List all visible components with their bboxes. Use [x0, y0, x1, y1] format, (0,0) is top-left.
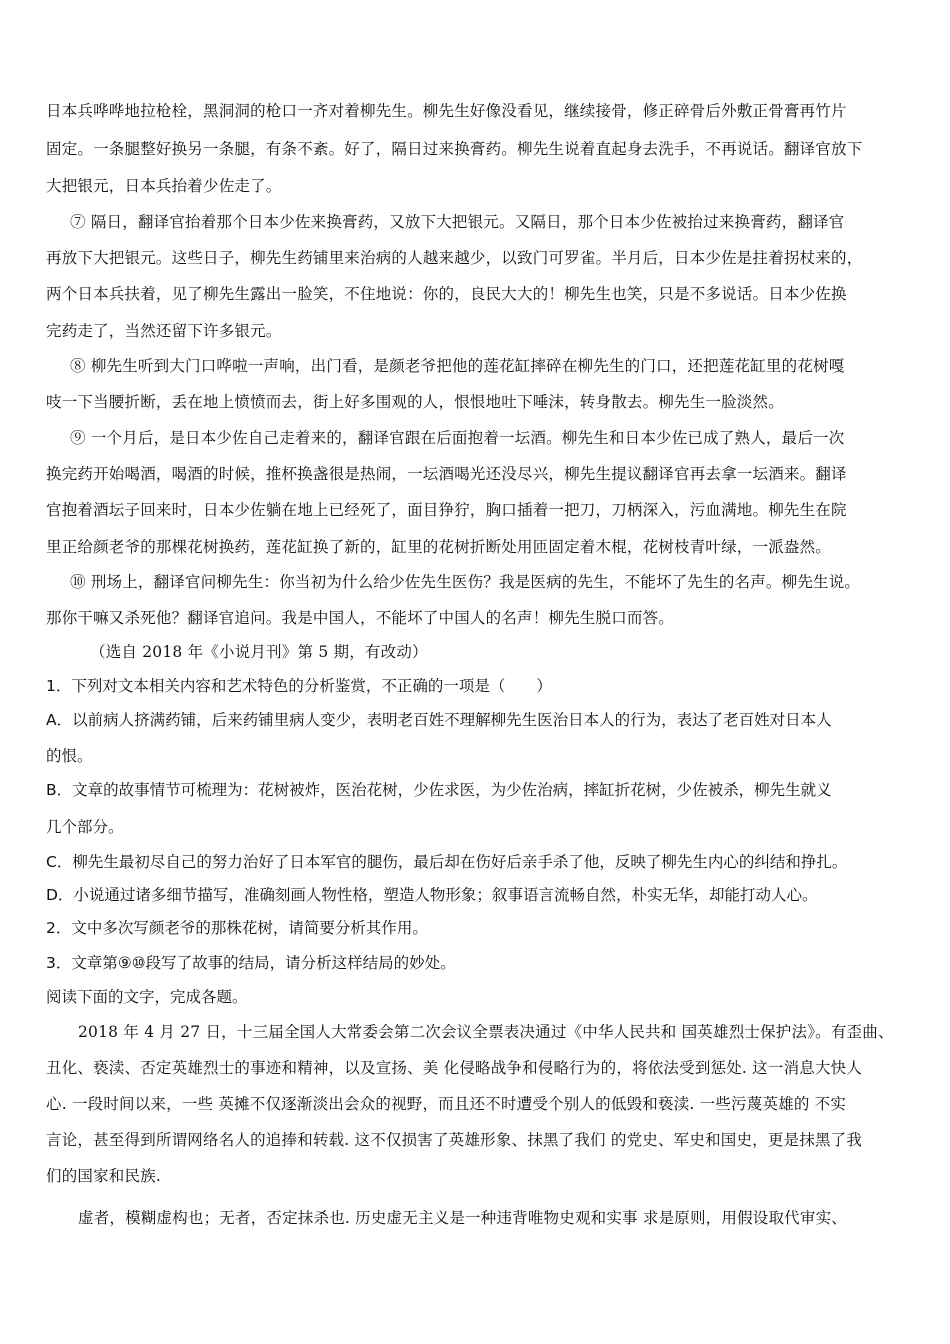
article-line: 丑化、亵渎、否定英雄烈士的事迹和精神，以及宣扬、美 化侵略战争和侵略行为的，将依法受到惩处. 这一消息大快人: [46, 1059, 863, 1077]
option-b: B．文章的故事情节可梳理为：花树被炸，医治花树，少佐求医，为少佐治病，摔缸折花树，少佐被杀，柳先生就义: [46, 781, 832, 799]
option-b-continued: 几个部分。: [46, 818, 124, 836]
story-line: 两个日本兵扶着，见了柳先生露出一脸笑，不住地说：你的，良民大大的！柳先生也笑，只是不多说话。日本少佐换: [46, 285, 847, 303]
option-a: A．以前病人挤满药铺，后来药铺里病人变少，表明老百姓不理解柳先生医治日本人的行为，表达了老百姓对日本人: [46, 711, 832, 729]
article-line: 言论，甚至得到所谓网络名人的追捧和转载. 这不仅损害了英雄形象、抹黑了我们 的党史、军史和国史，更是抹黑了我: [46, 1131, 863, 1149]
story-line: 日本兵哗哗地拉枪栓，黑洞洞的枪口一齐对着柳先生。柳先生好像没看见，继续接骨，修正碎骨后外敷正骨膏再竹片: [46, 102, 847, 120]
question-1: 1．下列对文本相关内容和艺术特色的分析鉴赏，不正确的一项是（ ）: [46, 677, 552, 695]
story-line: 吱一下当腰折断，丢在地上愤愤而去，街上好多围观的人，恨恨地吐下唾沫，转身散去。柳先生一脸淡然。: [46, 393, 784, 411]
story-paragraph-10: ⑩ 刑场上，翻译官问柳先生：你当初为什么给少佐先生医伤？我是医病的先生，不能坏了先生的名声。柳先生说。: [70, 573, 861, 591]
option-a-continued: 的恨。: [46, 747, 93, 765]
story-line: 里正给颜老爷的那棵花树换药，莲花缸换了新的，缸里的花树折断处用匝固定着木棍，花树枝青叶绿，一派盎然。: [46, 538, 832, 556]
story-paragraph-8: ⑧ 柳先生听到大门口哗啦一声响，出门看，是颜老爷把他的莲花缸摔碎在柳先生的门口，还把莲花缸里的花树嘎: [70, 357, 845, 375]
reading-instruction: 阅读下面的文字，完成各题。: [46, 988, 248, 1006]
option-d: D．小说通过诸多细节描写，准确刻画人物性格，塑造人物形象；叙事语言流畅自然，朴实无华，却能打动人心。: [46, 886, 818, 904]
story-line: 再放下大把银元。这些日子，柳先生药铺里来治病的人越来越少，以致门可罗雀。半月后，日本少佐是拄着拐杖来的，: [46, 249, 863, 267]
story-line: 官抱着酒坛子回来时，日本少佐躺在地上已经死了，面目狰狞，胸口插着一把刀，刀柄深入，污血满地。柳先生在院: [46, 501, 847, 519]
story-line: 固定。一条腿整好换另一条腿，有条不紊。好了，隔日过来换膏药。柳先生说着直起身去洗手，不再说话。翻译官放下: [46, 140, 863, 158]
story-paragraph-9: ⑨ 一个月后，是日本少佐自己走着来的，翻译官跟在后面抱着一坛酒。柳先生和日本少佐已成了熟人，最后一次: [70, 429, 845, 447]
story-line: 那你干嘛又杀死他？翻译官追问。我是中国人，不能坏了中国人的名声！柳先生脱口而答。: [46, 609, 675, 627]
story-line: 完药走了，当然还留下许多银元。: [46, 322, 282, 340]
question-2: 2．文中多次写颜老爷的那株花树，请简要分析其作用。: [46, 919, 428, 937]
story-source: （选自 2018 年《小说月刊》第 5 期，有改动）: [90, 643, 428, 661]
article-line: 心. 一段时间以来，一些 英摊不仅逐渐淡出会众的视野，而且还不时遭受个别人的低毁和亵渎. 一些污蔑英雄的 不实: [46, 1095, 847, 1113]
option-c: C．柳先生最初尽自己的努力治好了日本军官的腿伤，最后却在伤好后亲手杀了他，反映了柳先生内心的纠结和挣扎。: [46, 853, 848, 871]
story-line: 换完药开始喝酒，喝酒的时候，推杯换盏很是热闹，一坛酒喝光还没尽兴，柳先生提议翻译官再去拿一坛酒来。翻译: [46, 465, 847, 483]
article-line: 们的国家和民族.: [46, 1167, 162, 1185]
story-line: 大把银元，日本兵抬着少佐走了。: [46, 177, 282, 195]
article-line: 2018 年 4 月 27 日，十三届全国人大常委会第二次会议全票表决通过《中华人民共和 国英雄烈士保护法》。有歪曲、: [78, 1023, 894, 1041]
article-line: 虚者，模糊虚构也；无者，否定抹杀也. 历史虚无主义是一种违背唯物史观和实事 求是原则，用假设取代审实、: [78, 1209, 847, 1227]
question-3: 3．文章第⑨⑩段写了故事的结局，请分析这样结局的妙处。: [46, 954, 456, 972]
story-paragraph-7: ⑦ 隔日，翻译官抬着那个日本少佐来换膏药，又放下大把银元。又隔日，那个日本少佐被抬过来换膏药，翻译官: [70, 213, 845, 231]
